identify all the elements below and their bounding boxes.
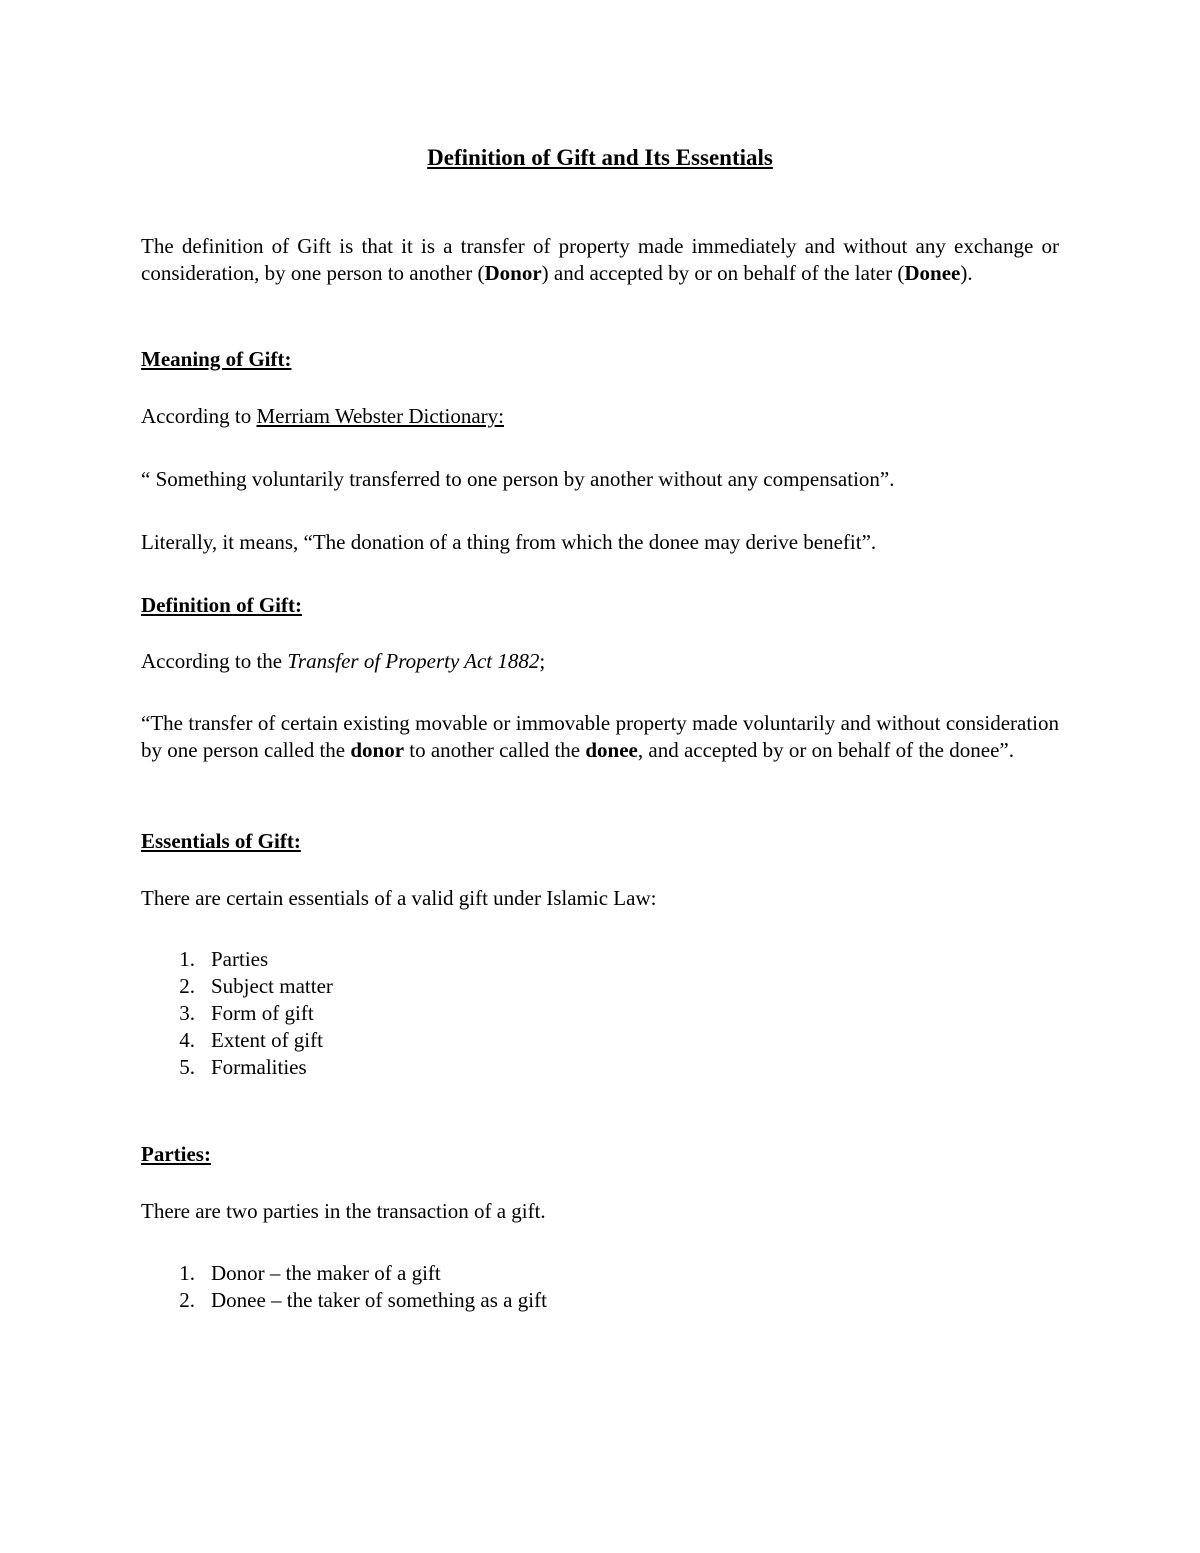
definition-quote: [141, 710, 1059, 764]
meaning-heading: Meaning of Gift:: [141, 347, 292, 371]
dictionary-source: Merriam Webster Dictionary:: [256, 404, 504, 428]
definition-quote-text: to another called the: [404, 738, 586, 762]
literal-meaning: Literally, it means, “The donation of a thing from which the donee may derive benefit”.: [141, 530, 877, 554]
intro-paragraph: [141, 233, 1059, 287]
definition-according-text: According to the: [141, 649, 288, 673]
list-item-label: Parties: [211, 947, 269, 971]
parties-intro: There are two parties in the transaction of a gift.: [141, 1199, 546, 1223]
essentials-list: [141, 946, 1059, 1081]
list-item: [141, 1260, 1059, 1287]
list-item-label: Donor – the maker of a gift: [211, 1261, 441, 1285]
list-item: [141, 1054, 1059, 1081]
list-item-number: 3.: [179, 1001, 195, 1025]
list-item-label: Donee – the taker of something as a gift: [211, 1288, 547, 1312]
list-item-number: 1.: [179, 947, 195, 971]
definition-heading: Definition of Gift:: [141, 593, 302, 617]
list-item: [141, 973, 1059, 1000]
meaning-according-text: According to: [141, 404, 257, 428]
list-item-number: 2.: [179, 1288, 195, 1312]
intro-text: The definition of Gift is that it is a transfer of property made immediately and without any exchange or consideration, by one person to another (: [141, 234, 1059, 285]
definition-quote-text: , and accepted by or on behalf of the donee”.: [637, 738, 1014, 762]
definition-donee-term: donee: [585, 738, 638, 762]
list-item-label: Subject matter: [211, 974, 333, 998]
essentials-heading: Essentials of Gift:: [141, 829, 301, 853]
intro-donor-term: Donor: [484, 261, 542, 285]
intro-donee-term: Donee: [904, 261, 961, 285]
list-item-number: 5.: [179, 1055, 195, 1079]
list-item: [141, 1000, 1059, 1027]
definition-donor-term: donor: [350, 738, 405, 762]
list-item-number: 4.: [179, 1028, 195, 1052]
definition-source-line: [141, 648, 1059, 675]
intro-text: ) and accepted by or on behalf of the later (: [541, 261, 905, 285]
list-item-number: 2.: [179, 974, 195, 998]
list-item-label: Formalities: [211, 1055, 307, 1079]
list-item: [141, 1287, 1059, 1314]
list-item-label: Form of gift: [211, 1001, 314, 1025]
document-title: Definition of Gift and Its Essentials: [427, 145, 773, 170]
intro-text: ).: [960, 261, 973, 285]
meaning-quote: “ Something voluntarily transferred to one person by another without any compensation”.: [141, 467, 895, 491]
list-item-number: 1.: [179, 1261, 195, 1285]
meaning-source-line: [141, 403, 1059, 430]
definition-according-suffix: ;: [539, 649, 546, 673]
parties-list: [141, 1260, 1059, 1314]
list-item: [141, 1027, 1059, 1054]
list-item: [141, 946, 1059, 973]
parties-heading: Parties:: [141, 1142, 211, 1166]
list-item-label: Extent of gift: [211, 1028, 323, 1052]
act-name: Transfer of Property Act 1882: [287, 649, 540, 673]
definition-quote-text: “The transfer of certain existing movable or immovable property made voluntarily and without consideration by one person called the: [141, 711, 1059, 762]
essentials-intro: There are certain essentials of a valid gift under Islamic Law:: [141, 886, 657, 910]
